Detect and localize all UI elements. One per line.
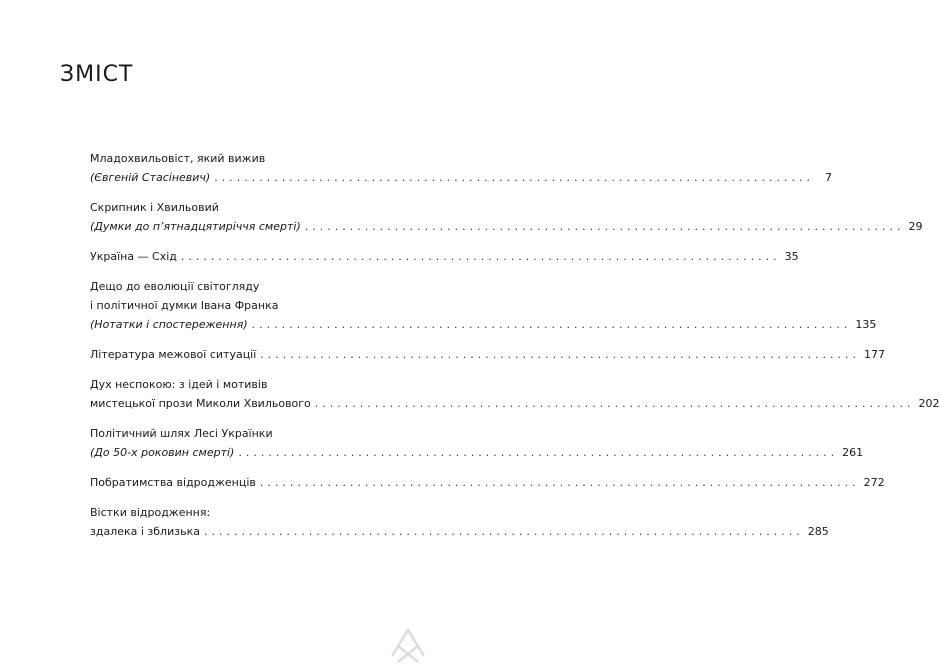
toc-page-number: 285 xyxy=(807,525,829,538)
toc-leader-dots: ................................................................................ xyxy=(214,171,814,184)
toc-leader-dots: ................................................................................ xyxy=(304,220,905,233)
toc-entry-title: Література межової ситуації xyxy=(90,348,257,361)
toc-entry-line xyxy=(90,503,342,522)
toc-entry-line xyxy=(90,277,342,296)
toc-entry xyxy=(90,345,886,364)
toc-entry xyxy=(90,375,940,413)
toc-page-number: 272 xyxy=(863,476,885,489)
toc-entry-line xyxy=(90,375,342,394)
toc-entry-title: Дух неспокою: з ідей і мотивів xyxy=(90,378,268,391)
toc-entry-title: (Євгеній Стасіневич) xyxy=(90,171,211,184)
toc-entry-line xyxy=(90,473,885,492)
toc-entry xyxy=(90,198,923,236)
toc-leader-dots: ................................................................................ xyxy=(251,318,852,331)
table-of-contents xyxy=(90,149,940,552)
toc-entry-line xyxy=(90,394,940,413)
toc-entry-title: і політичної думки Івана Франка xyxy=(90,299,279,312)
toc-leader-dots: ................................................................................ xyxy=(203,525,804,538)
toc-entry-line xyxy=(90,443,864,462)
toc-entry-line xyxy=(90,296,342,315)
toc-entry-title: (Думки до п’ятнадцятиріччя смерті) xyxy=(90,220,301,233)
toc-entry-title: Младохвильовіст, який вижив xyxy=(90,152,266,165)
toc-entry-line xyxy=(90,217,923,236)
toc-entry-title: Дещо до еволюції світогляду xyxy=(90,280,260,293)
corner-watermark-icon xyxy=(386,622,430,666)
toc-page-number: 7 xyxy=(824,171,832,184)
page-title: ЗМІСТ xyxy=(60,62,134,87)
toc-entry-title: Скрипник і Хвильовий xyxy=(90,201,219,214)
toc-page-number: 135 xyxy=(855,318,877,331)
toc-entry-line xyxy=(90,345,886,364)
toc-entry-line xyxy=(90,198,342,217)
toc-entry xyxy=(90,503,829,541)
toc-entry-title: (Нотатки і спостереження) xyxy=(90,318,248,331)
toc-entry-title: Побратимства відродженців xyxy=(90,476,256,489)
toc-entry xyxy=(90,277,877,334)
toc-leader-dots: ................................................................................ xyxy=(238,446,839,459)
toc-page-number: 35 xyxy=(784,250,799,263)
toc-entry-title: мистецької прози Миколи Хвильового xyxy=(90,397,311,410)
toc-entry-title: Вістки відродження: xyxy=(90,506,211,519)
toc-entry xyxy=(90,473,885,492)
toc-leader-dots: ................................................................................ xyxy=(259,476,860,489)
toc-entry-title: Політичний шлях Лесі Українки xyxy=(90,427,273,440)
toc-entry-line xyxy=(90,522,829,541)
toc-leader-dots: ................................................................................ xyxy=(314,397,915,410)
toc-entry-title: Україна — Схід xyxy=(90,250,177,263)
toc-entry xyxy=(90,149,832,187)
toc-page-number: 202 xyxy=(918,397,940,410)
toc-entry-title: здалека і зблизька xyxy=(90,525,200,538)
toc-page-number: 261 xyxy=(842,446,864,459)
toc-entry-line xyxy=(90,315,877,334)
toc-entry xyxy=(90,247,799,266)
toc-entry-line xyxy=(90,247,799,266)
toc-page-number: 29 xyxy=(908,220,923,233)
toc-entry xyxy=(90,424,864,462)
toc-entry-line xyxy=(90,424,342,443)
toc-entry-title: (До 50-х роковин смерті) xyxy=(90,446,235,459)
toc-leader-dots: ................................................................................ xyxy=(180,250,781,263)
toc-leader-dots: ................................................................................ xyxy=(260,348,861,361)
toc-page-number: 177 xyxy=(864,348,886,361)
toc-entry-line xyxy=(90,168,832,187)
toc-entry-line xyxy=(90,149,342,168)
